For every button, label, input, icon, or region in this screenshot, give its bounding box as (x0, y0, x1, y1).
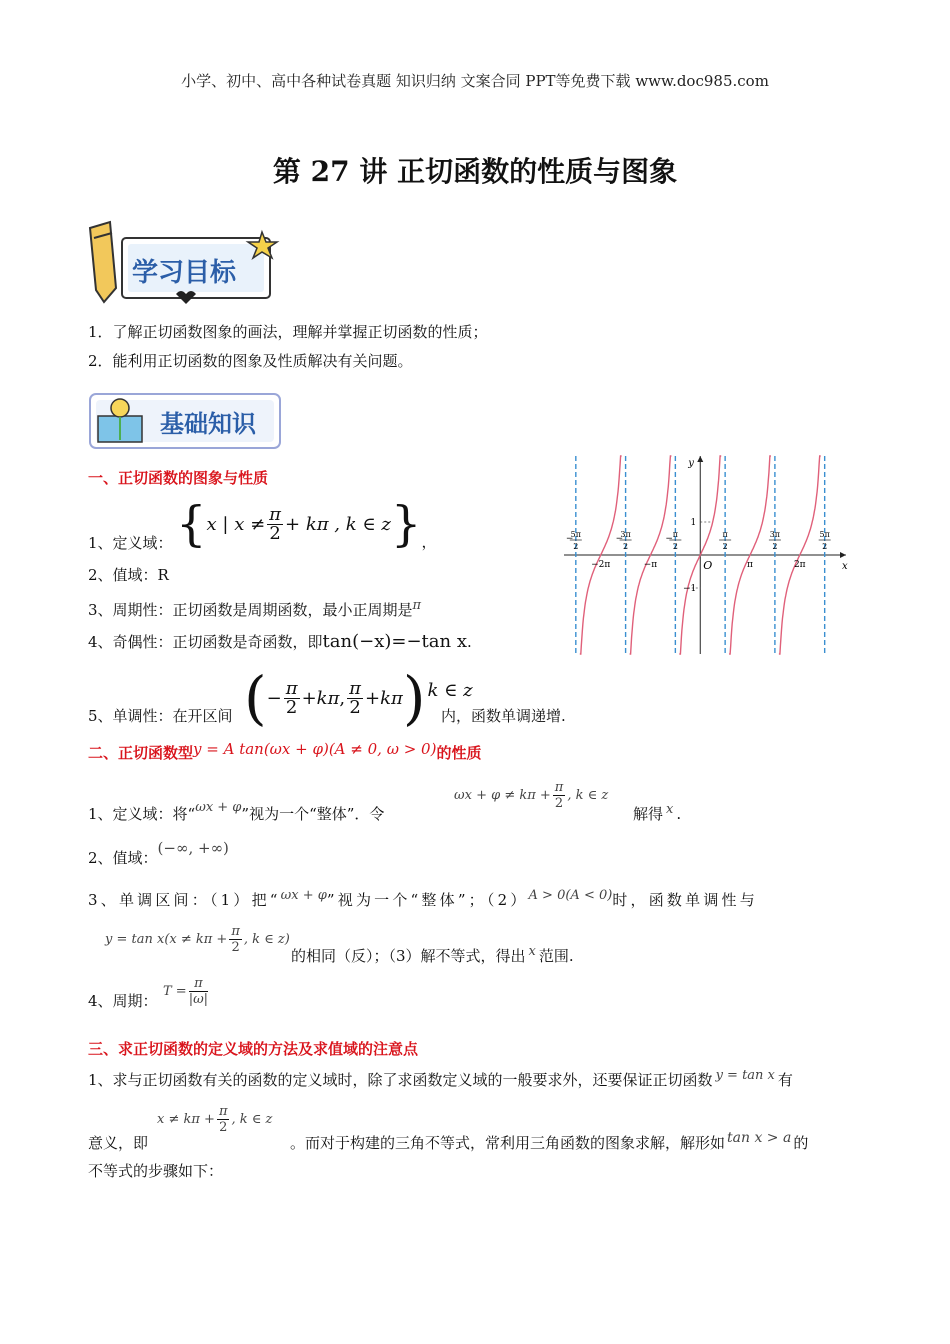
fn-tail: , k ∈ z) (243, 932, 290, 947)
mono-kpi-2: +kπ (364, 687, 403, 709)
x-tick-label: 2π (793, 560, 806, 570)
asymptote-label-sign: − (665, 534, 673, 544)
domain-after: ， (421, 533, 437, 551)
s2-item-1 (88, 800, 385, 826)
asymptote-label-num: 3π (769, 530, 781, 539)
page-header: 小学、初中、高中各种试卷真题 知识归纳 文案合同 PPT等免费下载 www.doc985.com (181, 72, 769, 90)
section-1-heading: 一、正切函数的图象与性质 (88, 469, 269, 487)
s3-line-1 (88, 1070, 793, 1092)
domain-set-formula: { x | x ≠ $\frac{\pi}{2}$ + kπ , k ∈ z } ， (176, 496, 437, 552)
frac-num: π (189, 976, 208, 992)
asymptote-label-den: 2 (772, 542, 778, 551)
asymptote-label-num: 3π (620, 530, 631, 539)
s2-item1-var: x (666, 802, 674, 817)
x-axis-label: x (842, 561, 848, 572)
frac-num: π (554, 780, 564, 795)
x-axis-arrow (840, 552, 846, 558)
x-tick-label: −2π (591, 560, 611, 570)
cond-tail: , k ∈ z (567, 788, 609, 803)
frac-num: π (349, 677, 361, 699)
asymptote-label-sign: − (565, 534, 574, 544)
s2-item2-formula: (−∞, +∞) (157, 839, 229, 857)
asymptote-label-den: 2 (822, 542, 828, 551)
s3-line1-formula: y = tan x (715, 1068, 775, 1083)
x-tick-label: π (747, 560, 753, 570)
s2-item-3-line2 (291, 946, 574, 968)
s2-item3-d: 的相同（反）；（3）解不等式，得出 (291, 947, 526, 965)
s3-line-2-a: 意义，即 (88, 1134, 149, 1152)
frac-den: 2 (219, 1120, 228, 1135)
frac-num: π (269, 503, 282, 525)
goals-badge-label: 学习目标 (132, 258, 237, 288)
s2-item1-solve (633, 804, 681, 826)
frac-den: 2 (231, 940, 240, 955)
monotonic-end: 内，函数单调递增. (441, 707, 566, 725)
domain-fraction (267, 503, 283, 544)
s3-line-2-b (290, 1130, 809, 1154)
goal-item-2: 2．能利用正切函数的图象及性质解决有关问题。 (88, 352, 413, 370)
s2-item3-cond: A > 0(A < 0) (528, 888, 613, 903)
asymptote-label-den: 2 (623, 542, 629, 551)
cond-lead: ωx + φ ≠ kπ + (454, 788, 551, 803)
s3-line2-c: 的 (793, 1134, 809, 1152)
frac-den: 2 (269, 522, 281, 544)
section-2-heading (88, 740, 482, 763)
s2-item-2 (88, 839, 229, 868)
s2-item4-formula (163, 976, 210, 1007)
parity-text: 4、奇偶性：正切函数是奇函数，即 (88, 633, 323, 651)
frac-den: 2 (349, 696, 361, 718)
s2-item-4-label: 4、周期： (88, 992, 158, 1010)
goal-item-1: 1．了解正切函数图象的画法，理解并掌握正切函数的性质； (88, 323, 488, 341)
period-symbol: π (412, 598, 422, 613)
parity-formula: tan(−x)=−tan x (322, 631, 467, 652)
period-fraction (189, 976, 208, 1007)
s3-line2-b: 。而对于构建的三角不等式，常利用三角函数的图象求解，解形如 (290, 1134, 726, 1152)
asymptote-label-num: 5π (819, 530, 830, 539)
mono-tail: k ∈ z (427, 680, 473, 701)
s3-line1-b: 有 (777, 1071, 793, 1089)
cond-fraction (217, 1104, 230, 1135)
section-3-heading: 三、求正切函数的定义域的方法及求值域的注意点 (88, 1040, 419, 1058)
frac-num: π (231, 924, 240, 939)
frac-den: 2 (285, 696, 298, 718)
period-lead: T = (163, 984, 187, 999)
y-axis-arrow (697, 456, 703, 462)
s2-item3-a: 3、单调区间：（1）把“ (88, 891, 281, 909)
y-axis-label: y (688, 458, 694, 469)
basics-badge (88, 390, 288, 454)
s2-item1-c: 解得 (633, 805, 664, 823)
section-2-heading-post: 的性质 (436, 744, 482, 762)
frac-den: |ω| (188, 992, 209, 1007)
parity-item (88, 632, 472, 652)
s3-line2-formula: tan x > a (727, 1130, 792, 1146)
monotonic-interval-formula: ( − $\frac{\pi}{2}$ +kπ , $\frac{\pi}{2}$ +kπ ) k ∈ z (244, 664, 473, 732)
asymptote-label-den: 2 (672, 542, 678, 551)
s3-line-3: 不等式的步骤如下： (88, 1162, 224, 1180)
s2-item1-a: 1、定义域：将“ (88, 805, 196, 823)
origin-label: O (703, 559, 713, 572)
section-2-heading-pre: 二、正切函数型 (88, 744, 194, 762)
s2-item3-formula: ωx + φ (280, 888, 327, 903)
period-text: 3、周期性：正切函数是周期函数，最小正周期是 (88, 601, 413, 619)
page-title: 第 27 讲 正切函数的性质与图象 (272, 155, 678, 188)
cond-lead: x ≠ kπ + (157, 1112, 215, 1127)
s3-line2-condition (157, 1104, 272, 1135)
domain-tail: + kπ , k ∈ z (285, 513, 391, 535)
s2-item1-condition (454, 780, 608, 811)
s2-item3-function (105, 924, 290, 955)
s3-line1-a: 1、求与正切函数有关的函数的定义域时，除了求函数定义域的一般要求外，还要保证正切函数 (88, 1071, 713, 1089)
domain-label: 1、定义域： (88, 534, 173, 552)
s2-item1-b: ”视为一个“整体”．令 (241, 805, 385, 823)
x-tick-label: −π (643, 560, 658, 570)
s2-item2-text: 2、值域： (88, 849, 158, 867)
asymptote-label-den: 2 (573, 542, 579, 551)
mono-kpi-1: +kπ (301, 687, 340, 709)
asymptote-label-den: 2 (722, 542, 728, 551)
frac-num: π (285, 677, 298, 699)
s2-item1-d: . (676, 805, 682, 823)
frac-num: π (218, 1104, 228, 1119)
asymptote-label-num: 5π (570, 530, 581, 539)
monotonic-label: 5、单调性：在开区间 (88, 707, 233, 725)
goals-badge (86, 218, 286, 308)
parity-end: . (466, 633, 472, 651)
asymptote-label-num: π (672, 530, 678, 539)
asymptote-label-num: π (722, 530, 728, 539)
basics-badge-label: 基础知识 (160, 410, 256, 438)
mono-fraction-1 (284, 677, 300, 718)
s2-item3-var: x (528, 944, 536, 959)
mono-fraction-2 (347, 677, 363, 718)
s2-item3-e: 范围. (538, 947, 574, 965)
frac-den: 2 (554, 796, 564, 811)
section-2-heading-formula: y = A tan(ωx + φ)(A ≠ 0, ω > 0) (193, 740, 437, 758)
cond-tail: , k ∈ z (231, 1112, 273, 1127)
s2-item-3-line1 (88, 890, 758, 912)
cond-fraction (553, 780, 566, 811)
range-item: 2、值域：R (88, 566, 169, 584)
tangent-graph (560, 452, 860, 658)
y-tick-label: 1 (690, 518, 697, 528)
domain-lead: x | x ≠ (206, 513, 266, 535)
s2-item1-formula: ωx + φ (195, 800, 242, 815)
fn-lead: y = tan x(x ≠ kπ + (105, 932, 228, 947)
s2-item3-b: ”视为一个“整体”；（2） (326, 891, 529, 909)
asymptote-label-sign: − (615, 534, 624, 544)
y-tick-label: −1 (682, 584, 697, 594)
period-item (88, 596, 421, 620)
fn-fraction (229, 924, 242, 955)
s2-item3-c: 时，函数单调性与 (612, 891, 758, 909)
